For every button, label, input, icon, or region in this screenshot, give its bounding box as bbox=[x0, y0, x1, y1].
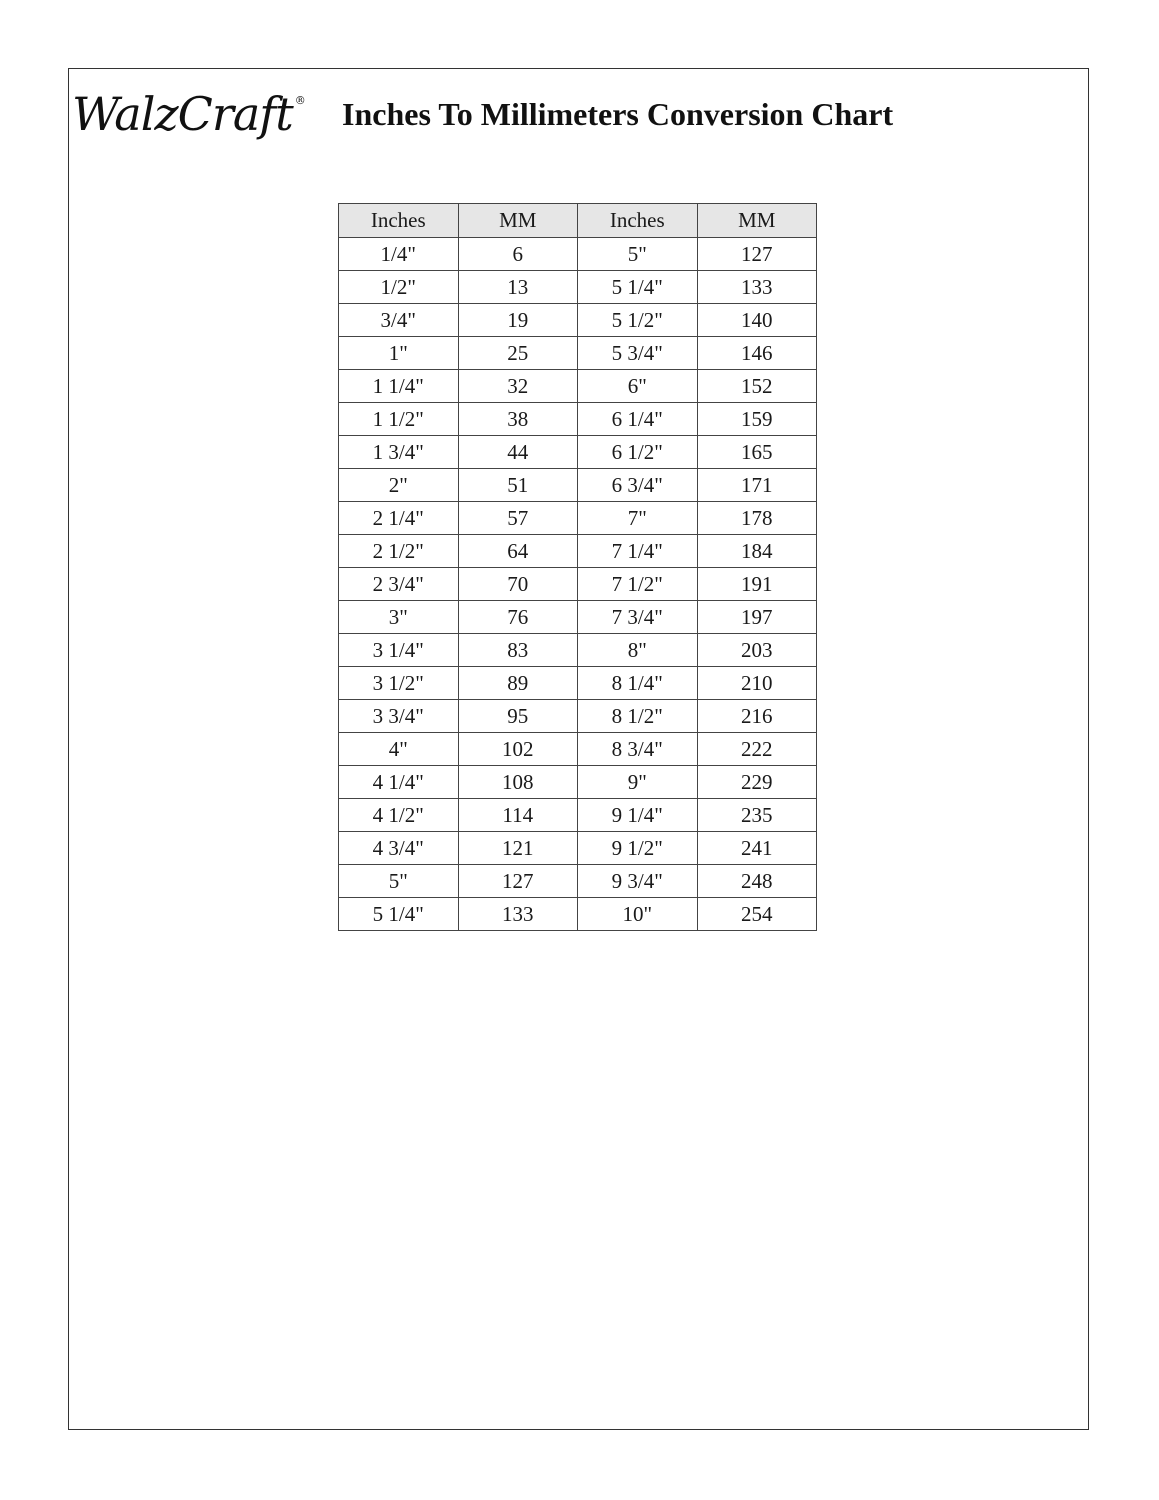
cell-inches-left: 2" bbox=[339, 469, 459, 502]
cell-inches-right: 9 1/2" bbox=[578, 832, 698, 865]
cell-mm-right: 159 bbox=[697, 403, 817, 436]
cell-inches-right: 10" bbox=[578, 898, 698, 931]
cell-inches-left: 4 1/4" bbox=[339, 766, 459, 799]
cell-mm-right: 152 bbox=[697, 370, 817, 403]
cell-mm-left: 83 bbox=[458, 634, 578, 667]
cell-mm-left: 38 bbox=[458, 403, 578, 436]
page-title: Inches To Millimeters Conversion Chart bbox=[342, 96, 894, 132]
cell-mm-left: 121 bbox=[458, 832, 578, 865]
cell-inches-left: 1/4" bbox=[339, 238, 459, 271]
header-mm-right: MM bbox=[697, 204, 817, 238]
table-row bbox=[339, 733, 817, 766]
cell-mm-right: 171 bbox=[697, 469, 817, 502]
cell-inches-right: 8 1/4" bbox=[578, 667, 698, 700]
cell-mm-left: 108 bbox=[458, 766, 578, 799]
header-inches-left: Inches bbox=[339, 204, 459, 238]
cell-mm-left: 89 bbox=[458, 667, 578, 700]
walzcraft-logo bbox=[72, 70, 305, 141]
cell-mm-right: 191 bbox=[697, 568, 817, 601]
table-row bbox=[339, 832, 817, 865]
cell-inches-right: 9" bbox=[578, 766, 698, 799]
cell-mm-right: 216 bbox=[697, 700, 817, 733]
cell-mm-right: 197 bbox=[697, 601, 817, 634]
cell-mm-right: 229 bbox=[697, 766, 817, 799]
table-row bbox=[339, 601, 817, 634]
cell-mm-right: 178 bbox=[697, 502, 817, 535]
cell-inches-left: 2 1/2" bbox=[339, 535, 459, 568]
cell-mm-right: 133 bbox=[697, 271, 817, 304]
table-row bbox=[339, 865, 817, 898]
table-row bbox=[339, 898, 817, 931]
cell-mm-right: 146 bbox=[697, 337, 817, 370]
cell-inches-right: 6 1/2" bbox=[578, 436, 698, 469]
table-header-row bbox=[339, 204, 817, 238]
cell-inches-right: 9 1/4" bbox=[578, 799, 698, 832]
cell-mm-left: 32 bbox=[458, 370, 578, 403]
cell-inches-right: 8" bbox=[578, 634, 698, 667]
cell-inches-left: 5" bbox=[339, 865, 459, 898]
cell-mm-right: 241 bbox=[697, 832, 817, 865]
cell-mm-left: 51 bbox=[458, 469, 578, 502]
cell-inches-right: 6" bbox=[578, 370, 698, 403]
cell-mm-right: 254 bbox=[697, 898, 817, 931]
cell-mm-left: 127 bbox=[458, 865, 578, 898]
cell-inches-right: 7 3/4" bbox=[578, 601, 698, 634]
cell-inches-right: 5 1/4" bbox=[578, 271, 698, 304]
cell-mm-left: 13 bbox=[458, 271, 578, 304]
cell-inches-right: 7 1/4" bbox=[578, 535, 698, 568]
cell-inches-left: 4 3/4" bbox=[339, 832, 459, 865]
cell-mm-left: 114 bbox=[458, 799, 578, 832]
table-row bbox=[339, 799, 817, 832]
cell-mm-left: 133 bbox=[458, 898, 578, 931]
cell-mm-right: 248 bbox=[697, 865, 817, 898]
cell-inches-left: 2 1/4" bbox=[339, 502, 459, 535]
table-row bbox=[339, 370, 817, 403]
table-row bbox=[339, 436, 817, 469]
cell-mm-left: 6 bbox=[458, 238, 578, 271]
table-row bbox=[339, 469, 817, 502]
cell-inches-left: 3 1/4" bbox=[339, 634, 459, 667]
cell-inches-left: 1" bbox=[339, 337, 459, 370]
cell-inches-right: 6 1/4" bbox=[578, 403, 698, 436]
cell-mm-left: 64 bbox=[458, 535, 578, 568]
table-row bbox=[339, 634, 817, 667]
cell-inches-left: 3" bbox=[339, 601, 459, 634]
cell-inches-left: 3 3/4" bbox=[339, 700, 459, 733]
cell-inches-left: 1 1/4" bbox=[339, 370, 459, 403]
cell-mm-left: 76 bbox=[458, 601, 578, 634]
cell-inches-left: 4 1/2" bbox=[339, 799, 459, 832]
cell-mm-right: 140 bbox=[697, 304, 817, 337]
cell-inches-right: 8 3/4" bbox=[578, 733, 698, 766]
cell-mm-right: 210 bbox=[697, 667, 817, 700]
cell-mm-left: 95 bbox=[458, 700, 578, 733]
cell-inches-right: 8 1/2" bbox=[578, 700, 698, 733]
table-row bbox=[339, 403, 817, 436]
cell-inches-right: 7" bbox=[578, 502, 698, 535]
header-mm-left: MM bbox=[458, 204, 578, 238]
logo-wordmark: WalzCraft bbox=[72, 87, 293, 141]
cell-inches-left: 3/4" bbox=[339, 304, 459, 337]
cell-inches-left: 1 1/2" bbox=[339, 403, 459, 436]
cell-inches-left: 4" bbox=[339, 733, 459, 766]
cell-mm-right: 184 bbox=[697, 535, 817, 568]
table-row bbox=[339, 700, 817, 733]
cell-mm-right: 222 bbox=[697, 733, 817, 766]
cell-mm-left: 102 bbox=[458, 733, 578, 766]
cell-mm-left: 57 bbox=[458, 502, 578, 535]
cell-inches-right: 6 3/4" bbox=[578, 469, 698, 502]
table-body bbox=[339, 238, 817, 931]
cell-inches-left: 1 3/4" bbox=[339, 436, 459, 469]
conversion-table bbox=[338, 203, 817, 931]
cell-mm-left: 44 bbox=[458, 436, 578, 469]
cell-inches-right: 7 1/2" bbox=[578, 568, 698, 601]
table-row bbox=[339, 271, 817, 304]
cell-inches-right: 9 3/4" bbox=[578, 865, 698, 898]
cell-mm-right: 165 bbox=[697, 436, 817, 469]
table-row bbox=[339, 766, 817, 799]
table-row bbox=[339, 304, 817, 337]
table-row bbox=[339, 337, 817, 370]
cell-inches-left: 5 1/4" bbox=[339, 898, 459, 931]
cell-inches-left: 3 1/2" bbox=[339, 667, 459, 700]
cell-mm-left: 25 bbox=[458, 337, 578, 370]
table-row bbox=[339, 667, 817, 700]
cell-mm-left: 19 bbox=[458, 304, 578, 337]
header-inches-right: Inches bbox=[578, 204, 698, 238]
cell-inches-right: 5 1/2" bbox=[578, 304, 698, 337]
cell-mm-right: 203 bbox=[697, 634, 817, 667]
cell-inches-right: 5" bbox=[578, 238, 698, 271]
table-row bbox=[339, 238, 817, 271]
cell-inches-left: 1/2" bbox=[339, 271, 459, 304]
table-row bbox=[339, 568, 817, 601]
cell-inches-right: 5 3/4" bbox=[578, 337, 698, 370]
cell-mm-left: 70 bbox=[458, 568, 578, 601]
cell-mm-right: 235 bbox=[697, 799, 817, 832]
cell-mm-right: 127 bbox=[697, 238, 817, 271]
table-row bbox=[339, 535, 817, 568]
table-row bbox=[339, 502, 817, 535]
registered-trademark: ® bbox=[294, 94, 305, 107]
cell-inches-left: 2 3/4" bbox=[339, 568, 459, 601]
